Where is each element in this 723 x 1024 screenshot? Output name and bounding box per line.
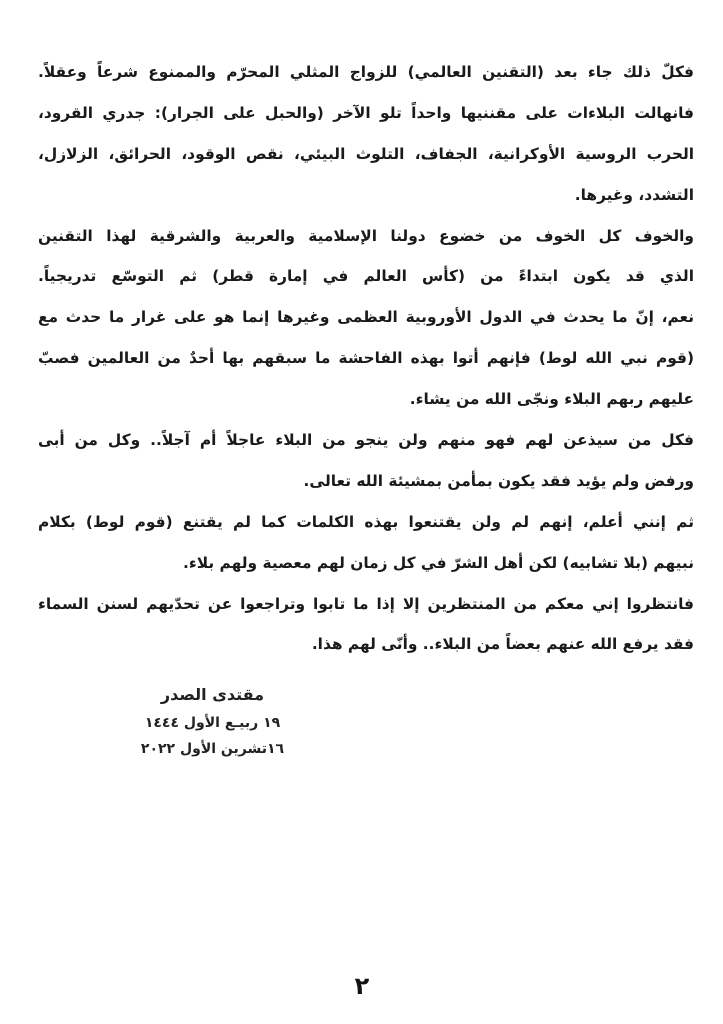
body-line-1: فكلّ ذلك جاء بعد (التقنين العالمي) للزواج المثلي المحرّم والممنوع شرعاً وعقلاً. — [38, 63, 694, 81]
body-line-5: والخوف كل الخوف من خضوع دولنا الإسلامية والعربية والشرقية لهذا التقنين — [38, 226, 694, 245]
body-line-13: نبيهم (بلا تشابيه) لكن أهل الشرّ في كل زمان لهم معصية ولهم بلاء. — [183, 553, 694, 572]
body-line-6: الذي قد يكون ابتداءً من (كأس العالم في إمارة قطر) ثم التوسّع تدريجياً. — [38, 267, 694, 286]
body-line-2: فانهالت البلاءات على مقننيها واحداً تلو الآخر (والحبل على الجرار): جدري القرود، — [38, 103, 694, 122]
body-line-15: فقد يرفع الله عنهم بعضاً من البلاء.. وأنّى لهم هذا. — [311, 635, 694, 654]
body-line-3: الحرب الروسية الأوكرانية، الجفاف، التلوث البيئي، نقص الوقود، الحرائق، الزلازل، — [38, 144, 694, 163]
hijri-date: ١٩ ربيـع الأول ١٤٤٤ — [144, 715, 281, 731]
body-line-12: ثم إنني أعلم، إنهم لم ولن يقتنعوا بهذه الكلمات كما لم يقتنع (قوم لوط) بكلام — [38, 512, 694, 531]
body-line-10: فكل من سيذعن لهم فهو منهم ولن ينجو من البلاء عاجلاً أم آجلاً.. وكل من أبى — [38, 431, 694, 450]
body-line-7: نعم، إنّ ما يحدث في الدول الأوروبية العظمى وغيرها إنما هو على غرار ما حدث مع — [38, 308, 694, 327]
body-line-8: (قوم نبي الله لوط) فإنهم أتوا بهذه الفاحشة ما سبقهم بها أحدٌ من العالمين فصبّ — [38, 349, 694, 368]
signatory-name: مقتدى الصدر — [160, 685, 265, 704]
body-line-11: ورفض ولم يؤيد فقد يكون بمأمن بمشيئة الله تعالى. — [303, 471, 694, 490]
document-body — [38, 52, 694, 665]
signature-block — [130, 680, 295, 762]
body-line-9: عليهم ربهم البلاء ونجّى الله من يشاء. — [409, 390, 694, 409]
body-line-4: التشدد، وغيرها. — [574, 185, 694, 204]
page-number: ٢ — [354, 972, 370, 1000]
body-line-14: فانتظروا إني معكم من المنتظرين إلا إذا ما تابوا وتراجعوا عن تحدّيهم لسنن السماء — [38, 594, 694, 613]
gregorian-date: ١٦تشرين الأول ٢٠٢٢ — [140, 741, 285, 757]
